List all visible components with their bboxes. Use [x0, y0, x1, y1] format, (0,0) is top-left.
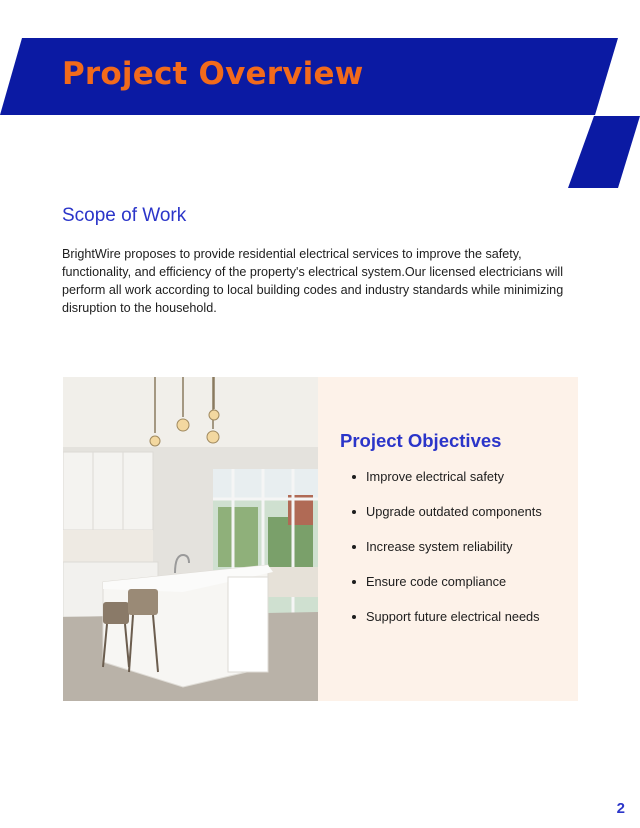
- objective-text: Increase system reliability: [366, 539, 513, 554]
- page-title: Project Overview: [62, 56, 364, 92]
- objective-text: Support future electrical needs: [366, 609, 540, 624]
- bullet-icon: [352, 615, 356, 619]
- scope-body-text: BrightWire proposes to provide residential electrical services to improve the safety, functionality, and efficiency of the property's electrical system.Our licensed electricians will perform all work according to local building codes and industry standards while minimizing disruption to the household.: [62, 247, 564, 315]
- list-item: [340, 574, 542, 609]
- kitchen-photo: [63, 377, 318, 701]
- banner-shapes: [0, 0, 640, 190]
- bullet-icon: [352, 510, 356, 514]
- list-item: [340, 539, 542, 574]
- scope-heading: Scope of Work: [62, 205, 187, 226]
- bullet-icon: [352, 545, 356, 549]
- list-item: [340, 469, 542, 504]
- banner-accent-shape: [568, 116, 640, 188]
- objectives-panel: [318, 377, 578, 701]
- objectives-feature: [63, 377, 578, 701]
- objectives-list: [340, 469, 542, 644]
- objective-text: Ensure code compliance: [366, 574, 507, 589]
- objective-text: Upgrade outdated components: [366, 504, 542, 519]
- bullet-icon: [352, 580, 356, 584]
- list-item: [340, 609, 542, 644]
- page-number: 2: [616, 800, 625, 817]
- kitchen-illustration: [63, 377, 318, 701]
- header-banner: [0, 0, 640, 190]
- objectives-title: Project Objectives: [340, 430, 502, 451]
- bullet-icon: [352, 475, 356, 479]
- list-item: [340, 504, 542, 539]
- objective-text: Improve electrical safety: [366, 469, 504, 484]
